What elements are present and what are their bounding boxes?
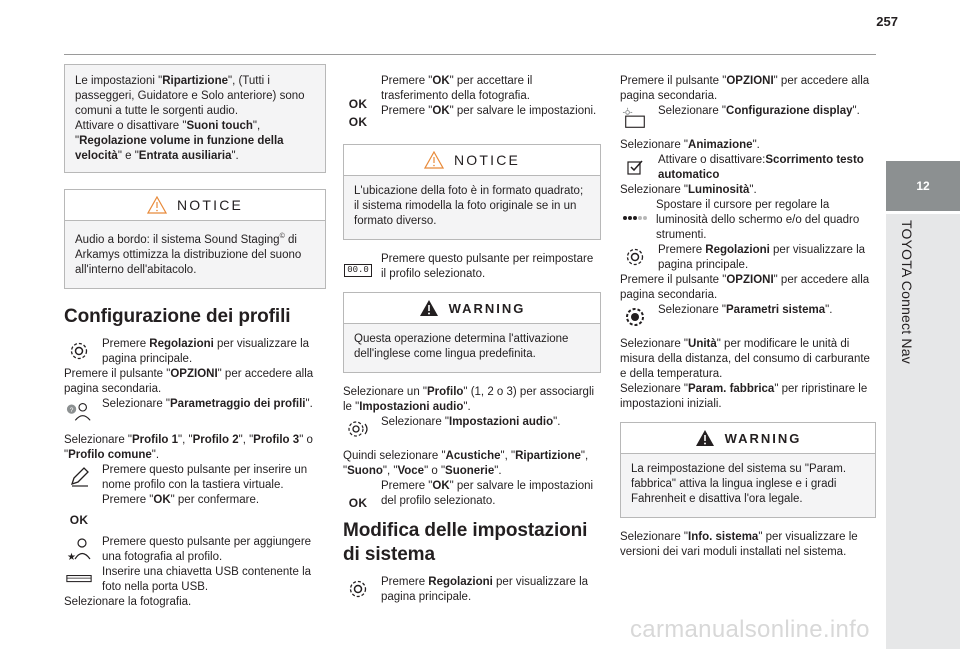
- section-heading-system: Modifica delle impostazioni di sistema: [343, 520, 588, 565]
- step-audio-settings: Selezionare "Impostazioni audio".: [343, 415, 601, 445]
- step-text-scroll: Attivare o disattivare:Scorrimento testo automatico: [620, 153, 876, 183]
- column-1: [64, 64, 326, 610]
- checkbox-icon[interactable]: [622, 155, 648, 179]
- audio-settings-icon[interactable]: [345, 417, 371, 441]
- notice-box-photo: [343, 144, 601, 240]
- step-factory-reset: Selezionare "Param. fabbrica" per ripristinare le impostazioni iniziali.: [620, 383, 868, 410]
- notice-box-audio: [64, 189, 326, 289]
- warning-header: [621, 423, 875, 454]
- svg-text:?: ?: [69, 406, 74, 414]
- warning-icon: [695, 429, 715, 447]
- warning-box-factory: [620, 422, 876, 518]
- warning-title: WARNING: [448, 300, 526, 316]
- step-edit-name: Premere questo pulsante per inserire un nome profilo con la tastiera virtuale.: [64, 463, 326, 493]
- ok-button-icon[interactable]: OK: [348, 96, 368, 111]
- settings-gear-icon[interactable]: [66, 339, 92, 363]
- step-accept-photo: OK Premere "OK" per accettare il trasferimento della fotografia.: [343, 64, 601, 104]
- watermark: carmanualsonline.info: [630, 616, 870, 643]
- chapter-tab[interactable]: 12: [886, 161, 960, 211]
- step-select-profile-audio: Selezionare un "Profilo" (1, 2 o 3) per associargli le "Impostazioni audio".: [343, 386, 595, 413]
- step-profiles: ? Selezionare "Parametraggio dei profili".: [64, 397, 326, 427]
- column-2: [343, 64, 601, 605]
- step-save-settings: OK Premere "OK" per salvare le impostazioni.: [343, 104, 601, 134]
- step-add-photo: ★ Premere questo pulsante per aggiungere una fotografia al profilo.: [67, 535, 312, 563]
- step-reset-profile: 00.0 Premere questo pulsante per reimpostare il profilo selezionato.: [343, 252, 601, 282]
- section-heading-profiles: Configurazione dei profili: [64, 305, 291, 327]
- warning-body: Questa operazione determina l'attivazione dell'inglese come lingua predefinita.: [344, 324, 600, 372]
- header-rule: [64, 54, 876, 55]
- step-units: Selezionare "Unità" per modificare le unità di misura della distanza, del consumo di carburante e della temperatura.: [620, 338, 870, 380]
- settings-gear-icon[interactable]: [345, 577, 371, 601]
- notice-title: NOTICE: [453, 151, 521, 168]
- step-system-params: Selezionare "Parametri sistema".: [620, 303, 876, 333]
- ok-button-icon-3[interactable]: OK: [348, 495, 368, 510]
- step-brightness: Selezionare "Luminosità".: [620, 184, 757, 196]
- svg-text:★: ★: [67, 551, 76, 562]
- notice-body: L'ubicazione della foto è in formato quadrato; il sistema rimodella la foto originale se in un formato diverso.: [344, 176, 600, 239]
- step-options: Premere il pulsante "OPZIONI" per accedere alla pagina secondaria.: [64, 367, 314, 395]
- reset-counter-icon[interactable]: 00.0: [343, 258, 373, 282]
- settings-gear-icon[interactable]: [622, 245, 648, 269]
- notice-icon: [147, 196, 167, 214]
- page-number: 257: [876, 14, 898, 29]
- warning-header: [344, 293, 600, 324]
- step-options-system: Premere il pulsante "OPZIONI" per accedere alla pagina secondaria.: [620, 274, 870, 301]
- step-display-config: Selezionare "Configurazione display".: [620, 104, 876, 134]
- warning-box-language: [343, 292, 601, 373]
- profile-settings-icon[interactable]: [66, 399, 92, 423]
- step-settings: Premere Regolazioni per visualizzare la pagina principale.: [64, 337, 326, 367]
- step-confirm: OK Premere "OK" per confermare.: [64, 493, 326, 527]
- notice-header: [344, 145, 600, 176]
- pencil-icon[interactable]: [66, 465, 92, 489]
- step-usb: Inserire una chiavetta USB contenente la foto nella porta USB.: [64, 565, 326, 595]
- brightness-slider-icon[interactable]: [622, 206, 648, 230]
- usb-drive-icon: [66, 567, 92, 591]
- ok-button-icon[interactable]: OK: [69, 513, 89, 528]
- add-photo-profile-icon[interactable]: [66, 537, 92, 561]
- step-select-photo: Selezionare la fotografia.: [64, 595, 192, 608]
- warning-body: La reimpostazione del sistema su "Param. fabbrica" attiva la lingua inglese e i gradi Fahrenheit e disattiva l'ora legale.: [621, 454, 875, 517]
- warning-title: WARNING: [724, 430, 802, 446]
- intro-text: Le impostazioni "Ripartizione", (Tutti i passeggeri, Guidatore e Solo anteriore) sono comuni a tutte le sorgenti audio. Attivare o disattivare "Suoni touch", "Regolazione volume in funzione della velocità" e "Entrata ausiliaria".: [75, 75, 305, 162]
- notice-title: NOTICE: [176, 196, 244, 213]
- warning-icon: [419, 299, 439, 317]
- step-options-display: Premere il pulsante "OPZIONI" per accedere alla pagina secondaria.: [620, 75, 870, 102]
- column-3: [620, 64, 876, 560]
- step-select-profile: Selezionare "Profilo 1", "Profilo 2", "Profilo 3" o "Profilo comune".: [64, 433, 313, 461]
- notice-header: [65, 190, 325, 221]
- intro-box: [64, 64, 326, 173]
- step-system-settings: Premere Regolazioni per visualizzare la pagina principale.: [343, 575, 601, 605]
- system-params-icon[interactable]: [622, 305, 648, 329]
- display-config-icon[interactable]: [622, 106, 648, 130]
- ok-button-icon-2[interactable]: OK: [348, 114, 368, 129]
- notice-icon: [424, 151, 444, 169]
- step-save-profile: OK Premere "OK" per salvare le impostazioni del profilo selezionato.: [343, 479, 601, 509]
- notice-body: Audio a bordo: il sistema Sound Staging© di Arkamys ottimizza la distribuzione del suono all'interno dell'abitacolo.: [65, 221, 325, 288]
- step-animation: Selezionare "Animazione".: [620, 139, 760, 151]
- step-settings-main: Premere Regolazioni per visualizzare la pagina principale.: [620, 243, 876, 273]
- chapter-title: TOYOTA Connect Nav: [899, 220, 915, 364]
- step-brightness-slider: Spostare il cursore per regolare la luminosità dello schermo e/o del quadro strumenti.: [620, 198, 876, 243]
- step-system-info: Selezionare "Info. sistema" per visualizzare le versioni dei vari moduli installati nel sistema.: [620, 531, 858, 558]
- step-select-audio-option: Quindi selezionare "Acustiche", "Ripartizione", "Suono", "Voce" o "Suonerie".: [343, 450, 589, 477]
